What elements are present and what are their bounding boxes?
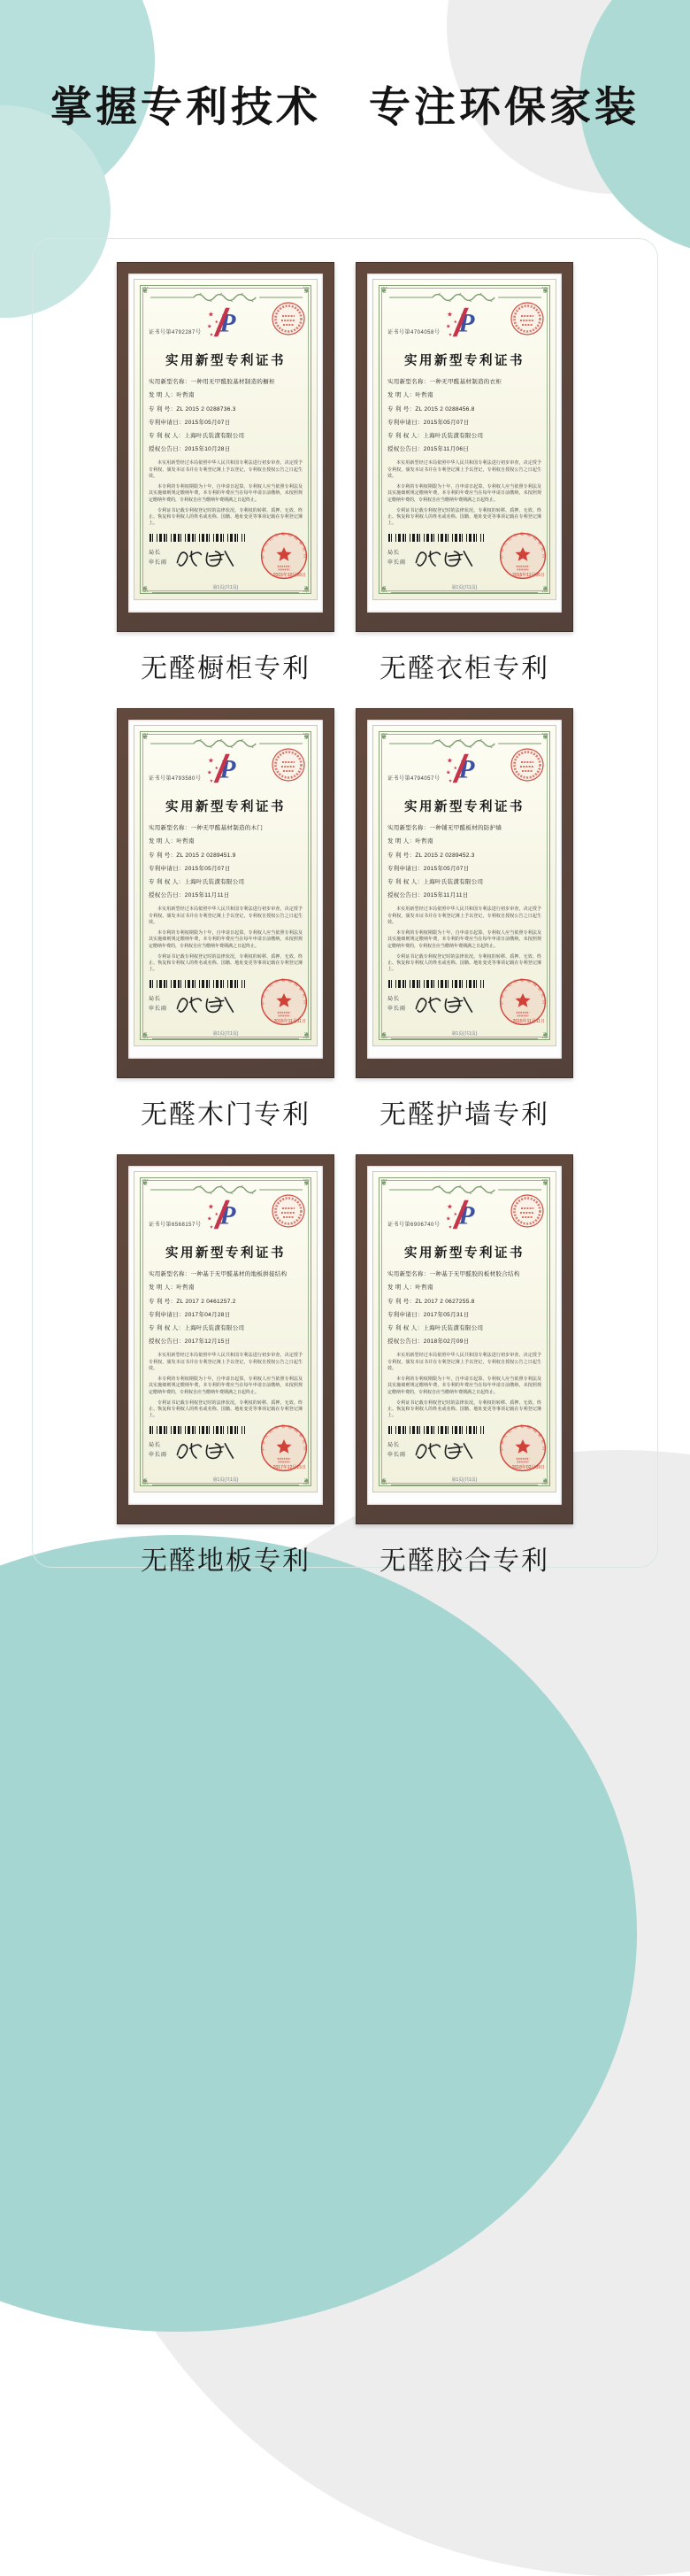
corner-flourish-icon: ❦ — [380, 286, 388, 296]
page-title-left: 掌握专利技术 — [50, 83, 321, 130]
director-label: 局长 — [387, 1443, 401, 1449]
certificate-header — [387, 1197, 541, 1238]
certificate-filing-date: 专利申请日：2015年05月07日 — [387, 865, 470, 872]
barcode — [150, 1426, 245, 1434]
corner-flourish-icon: ❦ — [540, 1178, 548, 1188]
certificate-grant-date: 授权公告日：2018年02月09日 — [387, 1338, 470, 1346]
certificate-paper — [373, 280, 556, 599]
barcode — [388, 534, 484, 542]
certificate-number: 证书号第6906740号 — [387, 1222, 441, 1228]
certificate-paper — [373, 726, 556, 1045]
certificate-header — [387, 751, 541, 791]
certificate-cell — [356, 708, 573, 1131]
certificate-mat — [367, 274, 562, 613]
certificate-cell — [117, 1154, 334, 1577]
certificate-page-footer: 第1页(共1页) — [391, 1030, 538, 1039]
director-label: 局长 — [149, 997, 162, 1003]
certificate-number: 证书号第6568157号 — [149, 1222, 202, 1228]
corner-flourish-icon: ❦ — [302, 286, 310, 296]
certificate-mat — [367, 1166, 562, 1505]
certificate-paragraph: 本专利的专利权期限为十年，自申请日起算。专利权人应当依照专利法及其实施细则规定缴纳年费，本专利的年费应当在每年申请日前缴纳，未按照规定缴纳年费的，专利权自应当缴纳年费期满之日起终止。 — [387, 930, 541, 949]
corner-flourish-icon: ❦ — [142, 1476, 150, 1485]
certificate-paper — [134, 1172, 317, 1492]
page-title — [0, 74, 690, 134]
certificate-frame — [356, 1154, 573, 1524]
director-block — [387, 1441, 406, 1459]
certificate-patentee: 专 利 权 人：上海叶氏装潢有限公司 — [149, 1325, 245, 1332]
certificate-name-line: 实用新型名称：一种无甲醛基材制造的衣柜 — [387, 379, 502, 385]
corner-flourish-icon: ❦ — [540, 1030, 548, 1039]
certificate-patent-number: 专 利 号：ZL 2015 2 0289452.3 — [387, 852, 475, 859]
director-block — [387, 549, 406, 567]
certificate-paragraph: 本实用新型经过本局依照中华人民共和国专利法进行初步审查，决定授予专利权，颁发本证书并在专利登记簿上予以登记，专利权自授权公告之日起生效。 — [387, 460, 541, 479]
certificate-name-line: 实用新型名称：一种铺无甲醛板材的防护墙 — [387, 825, 502, 831]
certificate-paragraph: 专利证书记载专利权登记时的法律状况。专利权的转移、质押、无效、终止、恢复和专利权人的姓名或名称、国籍、地址变更等事项记载在专利登记簿上。 — [387, 507, 541, 527]
corner-flourish-icon: ❦ — [302, 583, 310, 593]
certificate-patentee: 专 利 权 人：上海叶氏装潢有限公司 — [149, 879, 245, 886]
certificate-paragraph: 本专利的专利权期限为十年，自申请日起算。专利权人应当依照专利法及其实施细则规定缴纳年费，本专利的年费应当在每年申请日前缴纳，未按照规定缴纳年费的，专利权自应当缴纳年费期满之日起终止。 — [149, 484, 303, 503]
certificate-page-footer: 第1页(共1页) — [391, 1477, 538, 1485]
signature-icon — [411, 992, 475, 1017]
certificate-cell — [117, 262, 334, 685]
patent-logo-icon — [207, 305, 244, 340]
certificate-frame — [356, 708, 573, 1078]
certificate-grant-date: 授权公告日：2015年11月11日 — [149, 892, 230, 899]
certificate-paper — [373, 1172, 556, 1492]
certificate-name-line: 实用新型名称：一种基于无甲醛基材的地板拼接结构 — [149, 1271, 288, 1277]
patent-logo-icon — [446, 1197, 483, 1232]
certificate-cell — [356, 1154, 573, 1577]
certificate-filing-date: 专利申请日：2015年05月07日 — [387, 419, 470, 426]
barcode — [388, 1426, 484, 1434]
signature-icon — [172, 546, 236, 571]
seal-date: 2015年11月11日 — [273, 1019, 306, 1024]
certificate-paragraph: 本实用新型经过本局依照中华人民共和国专利法进行初步审查，决定授予专利权，颁发本证书并在专利登记簿上予以登记，专利权自授权公告之日起生效。 — [149, 460, 303, 479]
certificate-frame — [117, 262, 334, 632]
director-name: 申长雨 — [387, 559, 407, 566]
corner-flourish-icon: ❦ — [142, 286, 150, 296]
seal-date: 2015年10月28日 — [272, 573, 306, 578]
certificate-header — [149, 1197, 303, 1238]
certificate-label: 无醛橱柜专利 — [141, 654, 310, 683]
certificate-filing-date: 专利申请日：2017年05月31日 — [387, 1311, 470, 1318]
director-name: 申长雨 — [149, 1452, 168, 1458]
round-stamp-icon — [271, 1193, 306, 1229]
director-block — [149, 1441, 167, 1459]
seal-date: 2015年11月06日 — [512, 573, 545, 578]
certificate-header — [149, 751, 303, 791]
certificate-name-line: 实用新型名称：一种用无甲醛胶基材制造的橱柜 — [149, 379, 275, 385]
certificate-patent-number: 专 利 号：ZL 2015 2 0288736.3 — [149, 405, 236, 413]
page-title-right: 专注环保家装 — [369, 83, 640, 130]
certificate-patentee: 专 利 权 人：上海叶氏装潢有限公司 — [387, 879, 484, 886]
certificate-header — [387, 305, 541, 345]
certificate-paragraph: 本实用新型经过本局依照中华人民共和国专利法进行初步审查，决定授予专利权，颁发本证书并在专利登记簿上予以登记，专利权自授权公告之日起生效。 — [387, 1353, 541, 1371]
certificate-mat — [128, 274, 323, 613]
certificate-paragraph: 专利证书记载专利权登记时的法律状况。专利权的转移、质押、无效、终止、恢复和专利权人的姓名或名称、国籍、地址变更等事项记载在专利登记簿上。 — [149, 953, 303, 973]
corner-flourish-icon: ❦ — [302, 1178, 310, 1188]
certificate-number: 证书号第4792287号 — [149, 330, 202, 335]
director-block — [387, 995, 406, 1013]
certificate-name-line: 实用新型名称：一种无甲醛基材制造的木门 — [149, 825, 264, 831]
certificate-label: 无醛胶合专利 — [380, 1546, 549, 1576]
certificate-title: 实用新型专利证书 — [165, 1246, 286, 1261]
certificate-patent-number: 专 利 号：ZL 2015 2 0289451.9 — [149, 852, 236, 859]
corner-flourish-icon: ❦ — [540, 286, 548, 296]
certificate-page-footer: 第1页(共1页) — [152, 584, 299, 593]
patent-logo-icon — [207, 751, 244, 786]
certificate-inventor: 发 明 人：叶哲南 — [149, 838, 195, 845]
certificate-grid — [0, 262, 690, 1577]
corner-flourish-icon: ❦ — [142, 1030, 150, 1039]
barcode — [150, 534, 245, 542]
certificate-grant-date: 授权公告日：2015年11月11日 — [387, 892, 469, 899]
certificate-page-footer: 第1页(共1页) — [391, 584, 538, 593]
certificate-mat — [128, 720, 323, 1059]
seal-date: 2017年12月15日 — [272, 1465, 306, 1470]
corner-flourish-icon: ❦ — [302, 1476, 310, 1485]
certificate-frame — [117, 708, 334, 1078]
certificate-paragraph: 专利证书记载专利权登记时的法律状况。专利权的转移、质押、无效、终止、恢复和专利权人的姓名或名称、国籍、地址变更等事项记载在专利登记簿上。 — [149, 507, 303, 527]
certificate-inventor: 发 明 人：叶哲南 — [387, 392, 433, 399]
certificate-page-footer: 第1页(共1页) — [152, 1030, 299, 1039]
certificate-paragraph: 本专利的专利权期限为十年，自申请日起算。专利权人应当依照专利法及其实施细则规定缴纳年费，本专利的年费应当在每年申请日前缴纳，未按照规定缴纳年费的，专利权自应当缴纳年费期满之日起终止。 — [387, 484, 541, 503]
certificate-inventor: 发 明 人：叶哲南 — [149, 1284, 195, 1292]
certificate-title: 实用新型专利证书 — [165, 354, 286, 368]
certificate-title: 实用新型专利证书 — [404, 354, 525, 368]
certificate-paragraph: 本专利的专利权期限为十年，自申请日起算。专利权人应当依照专利法及其实施细则规定缴纳年费，本专利的年费应当在每年申请日前缴纳，未按照规定缴纳年费的，专利权自应当缴纳年费期满之日起终止。 — [387, 1377, 541, 1395]
round-stamp-icon — [510, 301, 545, 336]
corner-flourish-icon: ❦ — [380, 1476, 388, 1485]
certificate-paragraph: 专利证书记载专利权登记时的法律状况。专利权的转移、质押、无效、终止、恢复和专利权人的姓名或名称、国籍、地址变更等事项记载在专利登记簿上。 — [387, 1400, 541, 1419]
patent-logo-icon — [446, 751, 483, 786]
corner-flourish-icon: ❦ — [142, 732, 150, 742]
director-name: 申长雨 — [387, 1006, 407, 1012]
certificate-patent-number: 专 利 号：ZL 2015 2 0288456.8 — [387, 405, 475, 413]
certificate-patent-number: 专 利 号：ZL 2017 2 0461257.2 — [149, 1298, 236, 1305]
certificate-number: 证书号第4794057号 — [387, 776, 441, 782]
corner-flourish-icon: ❦ — [540, 732, 548, 742]
certificate-cell — [356, 262, 573, 685]
corner-flourish-icon: ❦ — [142, 1178, 150, 1188]
certificate-label: 无醛木门专利 — [141, 1100, 310, 1130]
director-name: 申长雨 — [149, 1006, 168, 1012]
certificate-number: 证书号第4793580号 — [149, 776, 202, 782]
certificate-paper — [134, 280, 317, 599]
certificate-mat — [367, 720, 562, 1059]
director-name: 申长雨 — [149, 559, 168, 566]
certificate-number: 证书号第4704058号 — [387, 330, 441, 335]
patent-logo-icon — [446, 305, 483, 340]
certificate-paragraph: 本实用新型经过本局依照中华人民共和国专利法进行初步审查，决定授予专利权，颁发本证书并在专利登记簿上予以登记，专利权自授权公告之日起生效。 — [149, 1353, 303, 1371]
corner-flourish-icon: ❦ — [302, 1030, 310, 1039]
barcode — [388, 980, 484, 988]
certificate-label: 无醛地板专利 — [141, 1546, 310, 1576]
certificate-label: 无醛护墙专利 — [380, 1100, 549, 1130]
director-label: 局长 — [149, 551, 162, 557]
certificate-filing-date: 专利申请日：2015年05月07日 — [149, 865, 231, 872]
certificate-grant-date: 授权公告日：2015年10月28日 — [149, 446, 231, 453]
seal-date: 2018年02月09日 — [511, 1465, 545, 1470]
corner-flourish-icon: ❦ — [380, 583, 388, 593]
certificate-patent-number: 专 利 号：ZL 2017 2 0627255.8 — [387, 1298, 475, 1305]
corner-flourish-icon: ❦ — [380, 1030, 388, 1039]
round-stamp-icon — [271, 747, 306, 783]
certificate-filing-date: 专利申请日：2017年04月28日 — [149, 1311, 231, 1318]
certificate-filing-date: 专利申请日：2015年05月07日 — [149, 419, 231, 426]
round-stamp-icon — [271, 301, 306, 336]
round-stamp-icon — [510, 747, 545, 783]
certificate-paragraph: 本专利的专利权期限为十年，自申请日起算。专利权人应当依照专利法及其实施细则规定缴纳年费，本专利的年费应当在每年申请日前缴纳，未按照规定缴纳年费的，专利权自应当缴纳年费期满之日起终止。 — [149, 930, 303, 949]
director-label: 局长 — [387, 551, 401, 557]
certificate-title: 实用新型专利证书 — [165, 800, 286, 814]
director-name: 申长雨 — [387, 1452, 407, 1458]
certificate-cell — [117, 708, 334, 1131]
certificate-title: 实用新型专利证书 — [404, 800, 525, 814]
corner-flourish-icon: ❦ — [302, 732, 310, 742]
certificate-mat — [128, 1166, 323, 1505]
certificate-label: 无醛衣柜专利 — [380, 654, 549, 683]
corner-flourish-icon: ❦ — [540, 1476, 548, 1485]
corner-flourish-icon: ❦ — [380, 732, 388, 742]
corner-flourish-icon: ❦ — [540, 583, 548, 593]
certificate-patentee: 专 利 权 人：上海叶氏装潢有限公司 — [149, 433, 245, 440]
barcode — [150, 980, 245, 988]
director-label: 局长 — [149, 1443, 162, 1449]
signature-icon — [172, 1438, 236, 1463]
director-block — [149, 995, 167, 1013]
corner-flourish-icon: ❦ — [142, 583, 150, 593]
certificate-paragraph: 本实用新型经过本局依照中华人民共和国专利法进行初步审查，决定授予专利权，颁发本证书并在专利登记簿上予以登记，专利权自授权公告之日起生效。 — [149, 906, 303, 925]
certificate-name-line: 实用新型名称：一种基于无甲醛胶的板材胶合结构 — [387, 1271, 520, 1277]
certificate-inventor: 发 明 人：叶哲南 — [387, 1284, 433, 1292]
certificate-frame — [117, 1154, 334, 1524]
certificate-patentee: 专 利 权 人：上海叶氏装潢有限公司 — [387, 433, 484, 440]
certificate-paragraph: 本实用新型经过本局依照中华人民共和国专利法进行初步审查，决定授予专利权，颁发本证书并在专利登记簿上予以登记，专利权自授权公告之日起生效。 — [387, 906, 541, 925]
patent-logo-icon — [207, 1197, 244, 1232]
director-block — [149, 549, 167, 567]
certificate-inventor: 发 明 人：叶哲南 — [149, 392, 195, 399]
certificate-page-footer: 第1页(共1页) — [152, 1477, 299, 1485]
signature-icon — [172, 992, 236, 1017]
signature-icon — [411, 1438, 475, 1463]
certificate-grant-date: 授权公告日：2015年11月06日 — [387, 446, 470, 453]
certificate-paragraph: 专利证书记载专利权登记时的法律状况。专利权的转移、质押、无效、终止、恢复和专利权人的姓名或名称、国籍、地址变更等事项记载在专利登记簿上。 — [149, 1400, 303, 1419]
certificate-paper — [134, 726, 317, 1045]
certificate-header — [149, 305, 303, 345]
seal-date: 2015年11月11日 — [512, 1019, 545, 1024]
director-label: 局长 — [387, 997, 401, 1003]
certificate-grant-date: 授权公告日：2017年12月15日 — [149, 1338, 231, 1346]
certificate-paragraph: 本专利的专利权期限为十年，自申请日起算。专利权人应当依照专利法及其实施细则规定缴纳年费，本专利的年费应当在每年申请日前缴纳，未按照规定缴纳年费的，专利权自应当缴纳年费期满之日起终止。 — [149, 1377, 303, 1395]
signature-icon — [411, 546, 475, 571]
certificate-patentee: 专 利 权 人：上海叶氏装潢有限公司 — [387, 1325, 484, 1332]
corner-flourish-icon: ❦ — [380, 1178, 388, 1188]
page-background — [0, 74, 690, 1644]
certificate-frame — [356, 262, 573, 632]
round-stamp-icon — [510, 1193, 545, 1229]
certificate-paragraph: 专利证书记载专利权登记时的法律状况。专利权的转移、质押、无效、终止、恢复和专利权人的姓名或名称、国籍、地址变更等事项记载在专利登记簿上。 — [387, 953, 541, 973]
certificate-inventor: 发 明 人：叶哲南 — [387, 838, 433, 845]
certificate-title: 实用新型专利证书 — [404, 1246, 525, 1261]
